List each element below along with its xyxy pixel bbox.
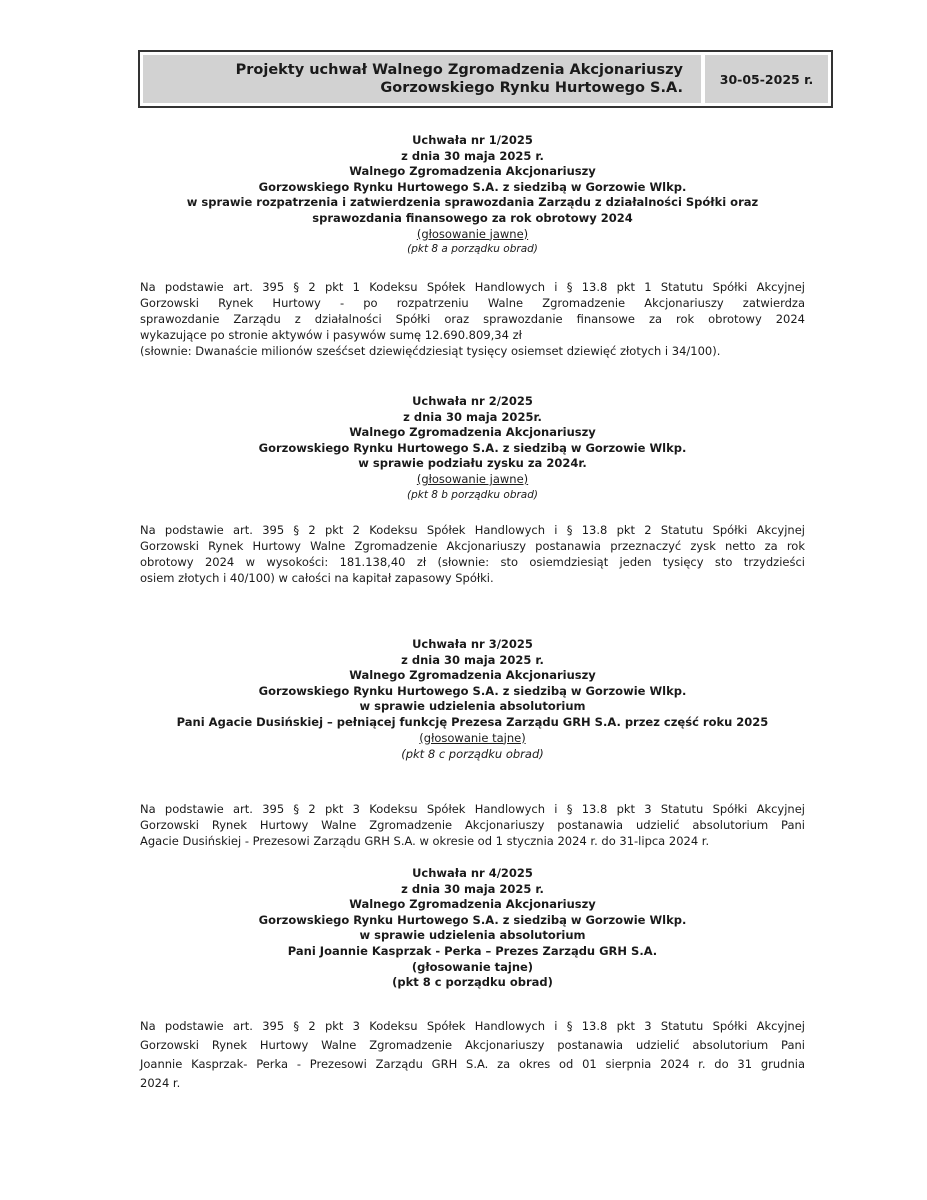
resolution-agenda-point: (pkt 8 b porządku obrad) [406, 488, 538, 501]
resolution-vote-type: (głosowanie tajne) [419, 730, 526, 745]
text-line: 2024 r. [140, 1076, 181, 1090]
resolution-date: z dnia 30 maja 2025 r. [401, 652, 544, 667]
resolution-number: Uchwała nr 4/2025 [412, 866, 533, 880]
text-line: Gorzowski Rynek Hurtowy Walne Zgromadzenie Akcjonariuszy postanawia udzielić absolutorium Pani [140, 1038, 805, 1052]
header-title-line-2: Gorzowskiego Rynku Hurtowego S.A. [380, 80, 683, 96]
text-line: Gorzowski Rynek Hurtowy - po rozpatrzeniu Walne Zgromadzenie Akcjonariuszy zatwierdza [140, 296, 805, 310]
resolution-vote-type: (głosowanie tajne) [411, 959, 534, 974]
resolution-body: Walnego Zgromadzenia Akcjonariuszy [349, 668, 596, 683]
text-line: Na podstawie art. 395 § 2 pkt 3 Kodeksu Spółek Handlowych i § 13.8 pkt 3 Statutu Spółki Akcyjnej [140, 802, 805, 816]
resolution-body: Walnego Zgromadzenia Akcjonariuszy [349, 425, 596, 440]
text-line: sprawozdanie Zarządu z działalności Spółki oraz sprawozdanie finansowe za rok obrotowy 2024 [140, 312, 805, 326]
text-line: Joannie Kasprzak- Perka - Prezesowi Zarządu GRH S.A. za okres od 01 sierpnia 2024 r. do 31 grudnia [140, 1057, 805, 1071]
resolution-subject-line: w sprawie rozpatrzenia i zatwierdzenia sprawozdania Zarządu z działalności Spółki oraz [186, 195, 759, 210]
resolution-number: Uchwała nr 1/2025 [412, 133, 533, 147]
resolution-subject-line: w sprawie podziału zysku za 2024r. [358, 456, 587, 471]
document-header [138, 50, 833, 108]
text-line: Agacie Dusińskiej - Prezesowi Zarządu GRH S.A. w okresie od 1 stycznia 2024 r. do 31-lipca 2024 r. [140, 834, 710, 848]
resolution-number: Uchwała nr 3/2025 [412, 637, 533, 651]
resolution-company: Gorzowskiego Rynku Hurtowego S.A. z siedzibą w Gorzowie Wlkp. [258, 440, 687, 455]
resolution-company: Gorzowskiego Rynku Hurtowego S.A. z siedzibą w Gorzowie Wlkp. [258, 683, 687, 698]
text-line: Na podstawie art. 395 § 2 pkt 1 Kodeksu Spółek Handlowych i § 13.8 pkt 1 Statutu Spółki Akcyjnej [140, 280, 805, 294]
resolution-agenda-point: (pkt 8 a porządku obrad) [407, 243, 538, 256]
resolution-1-heading [140, 133, 805, 256]
resolution-2-text [140, 522, 805, 586]
resolution-4-heading [140, 866, 805, 989]
header-title-line-1: Projekty uchwał Walnego Zgromadzenia Akcjonariuszy [235, 62, 683, 78]
text-line: Gorzowski Rynek Hurtowy Walne Zgromadzenie Akcjonariuszy postanawia udzielić absolutorium Pani [140, 818, 805, 832]
resolution-body: Walnego Zgromadzenia Akcjonariuszy [349, 164, 596, 179]
header-date: 30-05-2025 r. [719, 71, 814, 87]
text-line: Na podstawie art. 395 § 2 pkt 2 Kodeksu Spółek Handlowych i § 13.8 pkt 2 Statutu Spółki Akcyjnej [140, 523, 805, 537]
resolution-subject-line: sprawozdania finansowego za rok obrotowy 2024 [312, 210, 633, 225]
resolution-subject-line: w sprawie udzielenia absolutorium [359, 928, 586, 943]
resolution-1-text [140, 279, 805, 359]
resolution-agenda-point: (pkt 8 c porządku obrad) [401, 747, 544, 762]
resolution-subject-line: Pani Agacie Dusińskiej – pełniącej funkcję Prezesa Zarządu GRH S.A. przez część roku 2025 [176, 714, 769, 729]
resolution-company: Gorzowskiego Rynku Hurtowego S.A. z siedzibą w Gorzowie Wlkp. [258, 912, 687, 927]
resolution-3-heading [140, 637, 805, 762]
resolution-subject-line: Pani Joannie Kasprzak - Perka – Prezes Zarządu GRH S.A. [287, 943, 658, 958]
resolution-vote-type: (głosowanie jawne) [416, 226, 529, 241]
resolution-2-heading [140, 394, 805, 502]
resolution-subject-line: w sprawie udzielenia absolutorium [359, 699, 586, 714]
resolution-date: z dnia 30 maja 2025r. [403, 409, 542, 424]
resolution-date: z dnia 30 maja 2025 r. [401, 148, 544, 163]
text-line: (słownie: Dwanaście milionów sześćset dziewięćdziesiąt tysięcy osiemset dziewięć złotych i 34/100). [140, 344, 721, 358]
resolution-body: Walnego Zgromadzenia Akcjonariuszy [349, 897, 596, 912]
text-line: obrotowy 2024 w wysokości: 181.138,40 zł (słownie: sto osiemdziesiąt jeden tysięcy sto trzydzieści [140, 555, 805, 569]
resolution-company: Gorzowskiego Rynku Hurtowego S.A. z siedzibą w Gorzowie Wlkp. [258, 179, 687, 194]
resolution-4-text [140, 1017, 805, 1093]
text-line: Na podstawie art. 395 § 2 pkt 3 Kodeksu Spółek Handlowych i § 13.8 pkt 3 Statutu Spółki Akcyjnej [140, 1019, 805, 1033]
resolution-agenda-point: (pkt 8 c porządku obrad) [392, 975, 553, 990]
resolution-3-text [140, 801, 805, 849]
resolution-number: Uchwała nr 2/2025 [412, 394, 533, 408]
text-line: osiem złotych i 40/100) w całości na kapitał zapasowy Spółki. [140, 571, 494, 585]
header-date-cell [705, 55, 828, 103]
text-line: wykazujące po stronie aktywów i pasywów sumę 12.690.809,34 zł [140, 328, 522, 342]
header-title-cell [143, 55, 701, 103]
resolution-vote-type: (głosowanie jawne) [416, 471, 529, 486]
text-line: Gorzowski Rynek Hurtowy Walne Zgromadzenie Akcjonariuszy postanawia przeznaczyć zysk netto za rok [140, 539, 805, 553]
resolution-date: z dnia 30 maja 2025 r. [401, 881, 544, 896]
